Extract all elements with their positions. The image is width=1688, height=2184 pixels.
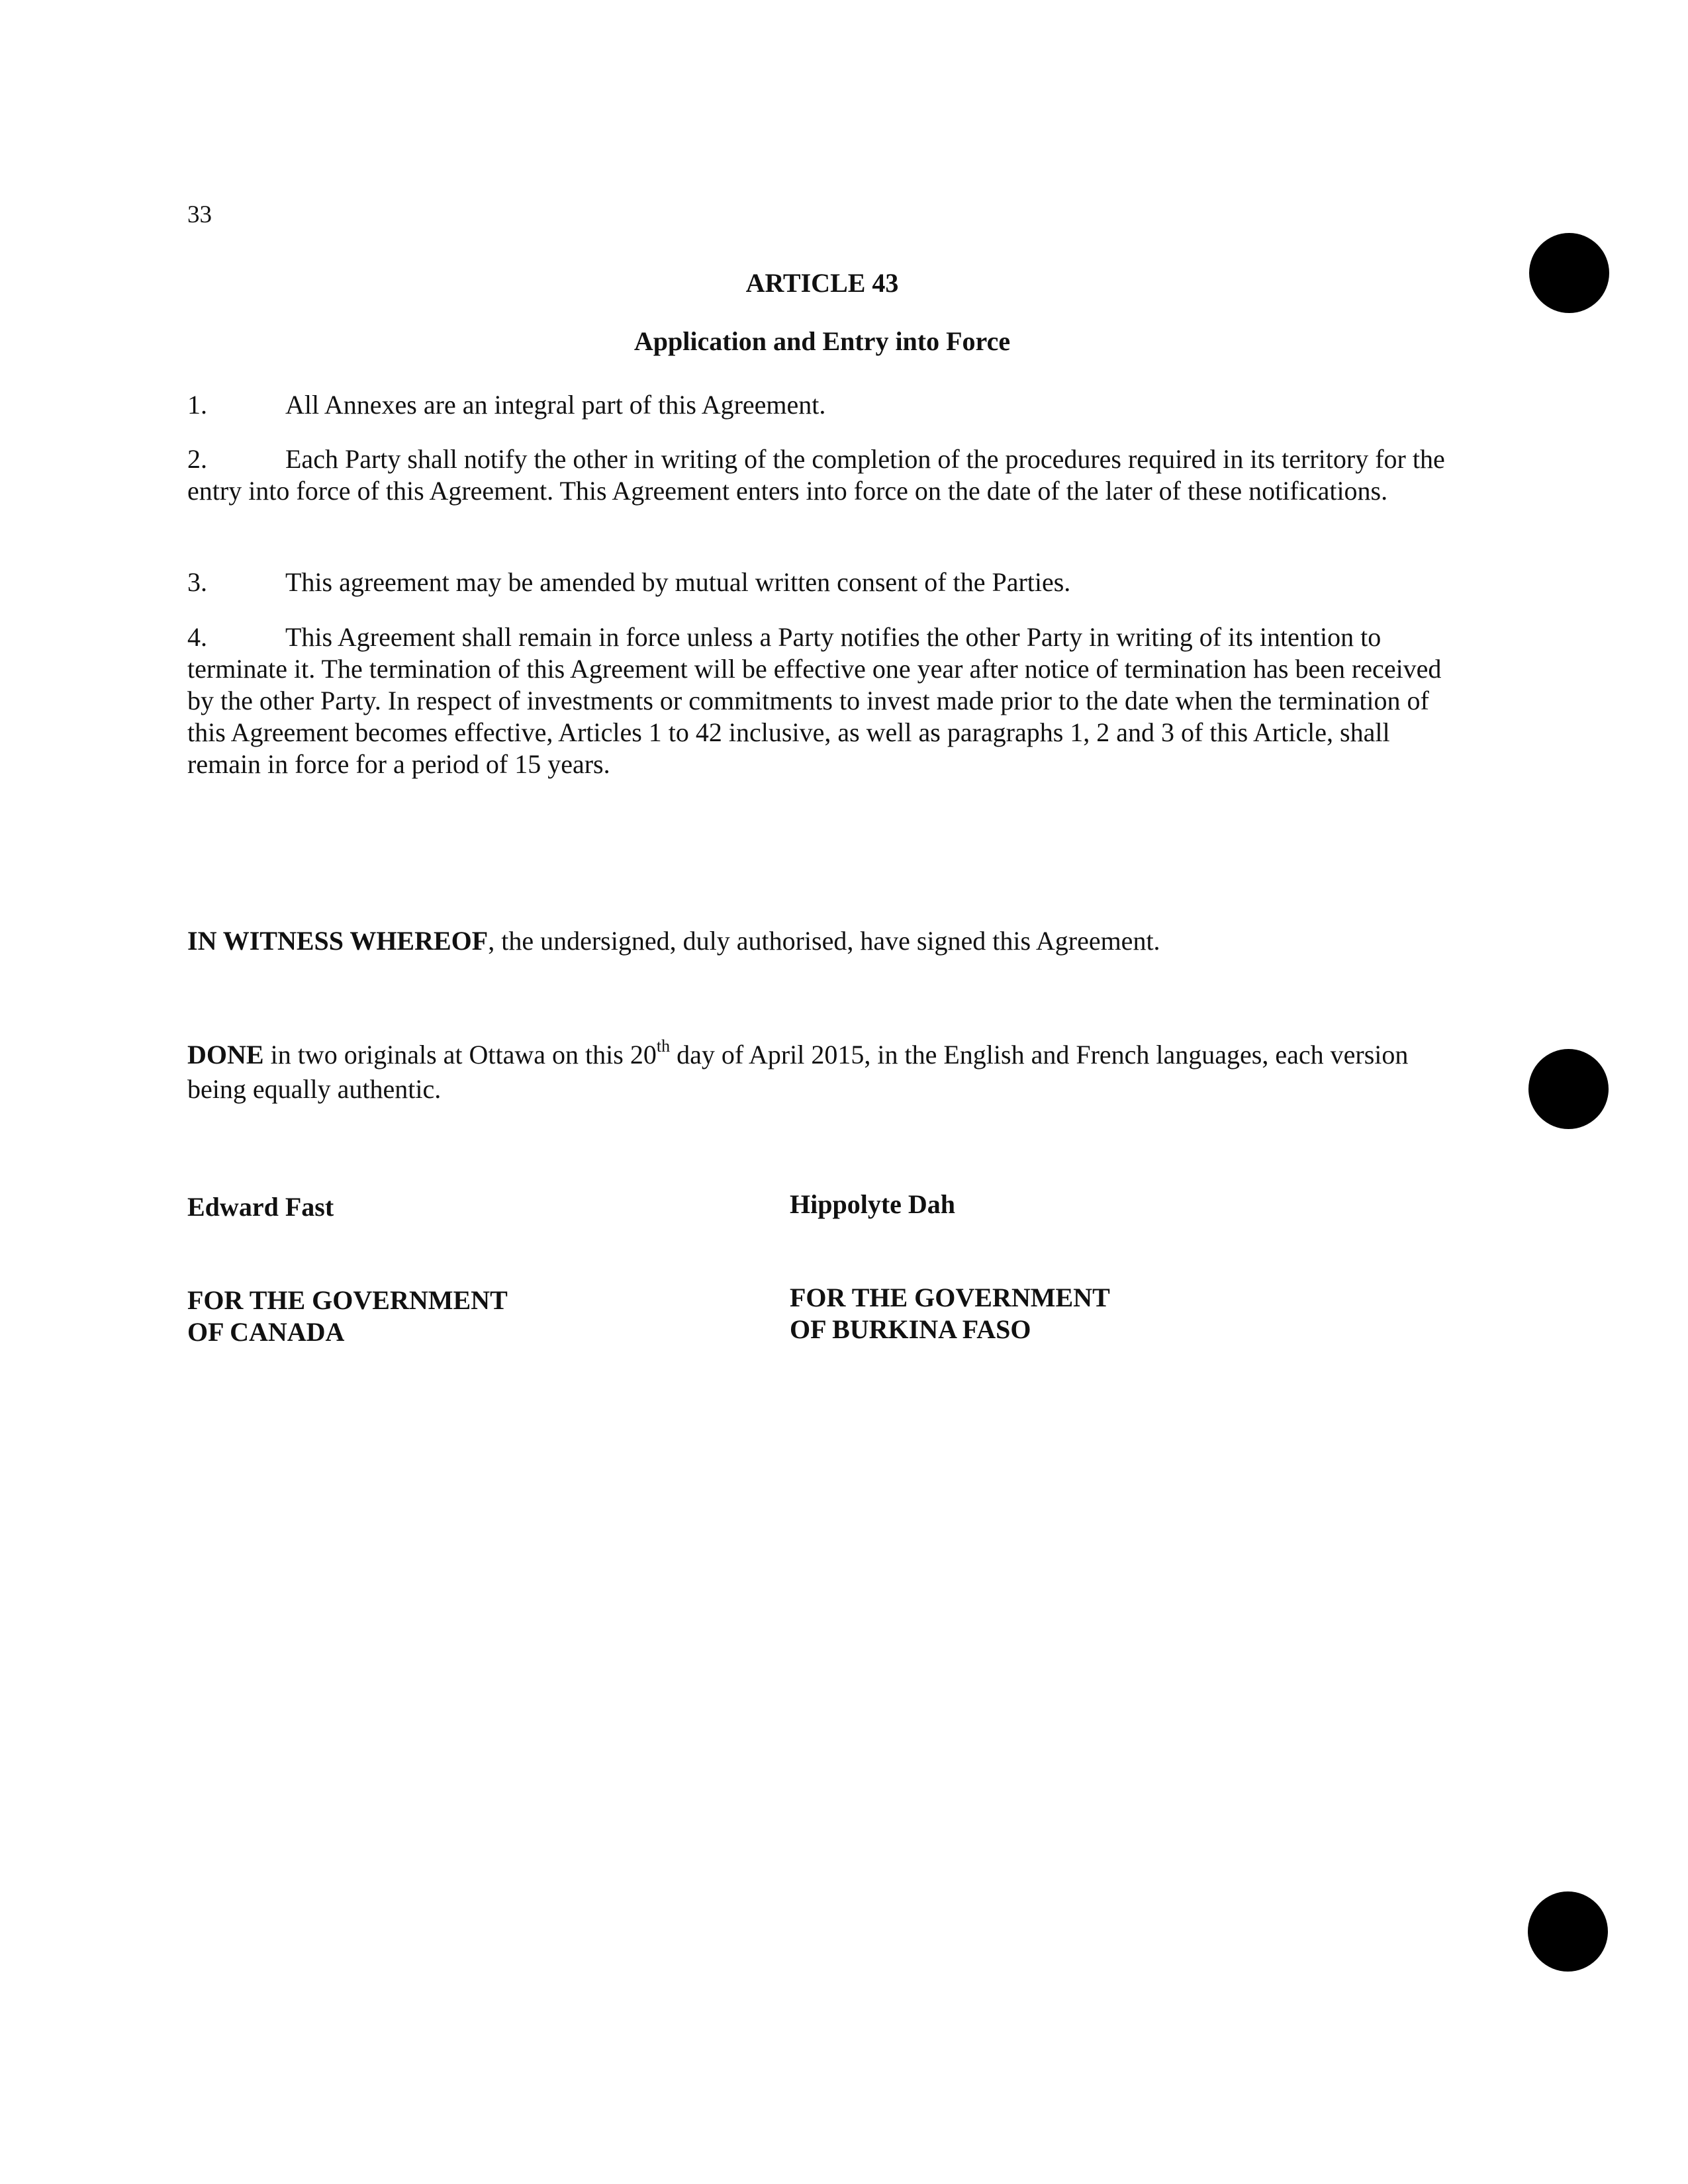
witness-clause (187, 925, 1462, 957)
signatory-canada-name: Edward Fast (187, 1192, 334, 1222)
paragraph-number: 1. (187, 390, 207, 420)
signatory-title-line: OF BURKINA FASO (790, 1314, 1031, 1344)
done-lead: DONE (187, 1040, 264, 1069)
witness-text: , the undersigned, duly authorised, have signed this Agreement. (488, 926, 1160, 956)
paragraph-number: 4. (187, 622, 207, 652)
article-title: ARTICLE 43 (745, 268, 899, 298)
signatory-title-line: FOR THE GOVERNMENT (187, 1285, 508, 1315)
done-superscript: th (656, 1036, 671, 1056)
signatory-title-line: FOR THE GOVERNMENT (790, 1283, 1110, 1312)
paragraph-3 (187, 567, 1462, 598)
paragraph-number: 2. (187, 444, 207, 474)
paragraph-2 (187, 443, 1462, 507)
signatory-burkina-name: Hippolyte Dah (790, 1189, 956, 1219)
paragraph-text: This Agreement shall remain in force unless a Party notifies the other Party in writing of its intention to terminate it. The termination of this Agreement will be effective one year after notice of termination has been received by the other Party. In respect of investments or commitments to invest made prior to the date when the termination of this Agreement becomes effective, Articles 1 to 42 inclusive, as well as paragraphs 1, 2 and 3 of this Article, shall remain in force for a period of 15 years. (187, 622, 1442, 779)
paragraph-4 (187, 621, 1462, 780)
signatory-title-line: OF CANADA (187, 1317, 345, 1347)
done-text-after: day of April 2015, in the English and French languages, each version being equally authentic. (187, 1040, 1409, 1104)
signatory-burkina-title (790, 1282, 1110, 1345)
signatory-canada-title (187, 1285, 508, 1348)
done-clause (187, 1038, 1462, 1107)
paragraph-1 (187, 389, 1462, 421)
paragraph-text: This agreement may be amended by mutual written consent of the Parties. (285, 567, 1071, 597)
punch-hole-middle (1528, 1049, 1609, 1129)
paragraph-text: Each Party shall notify the other in writing of the completion of the procedures required in its territory for the entry into force of this Agreement. This Agreement enters into force on the date of the later of these notifications. (187, 444, 1445, 506)
paragraph-text: All Annexes are an integral part of this Agreement. (285, 390, 826, 420)
page-number: 33 (187, 201, 212, 228)
witness-lead: IN WITNESS WHEREOF (187, 926, 489, 956)
punch-hole-bottom (1528, 1891, 1608, 1972)
article-subtitle: Application and Entry into Force (633, 326, 1011, 356)
done-text-before: in two originals at Ottawa on this 20 (263, 1040, 657, 1069)
paragraph-number: 3. (187, 567, 207, 597)
